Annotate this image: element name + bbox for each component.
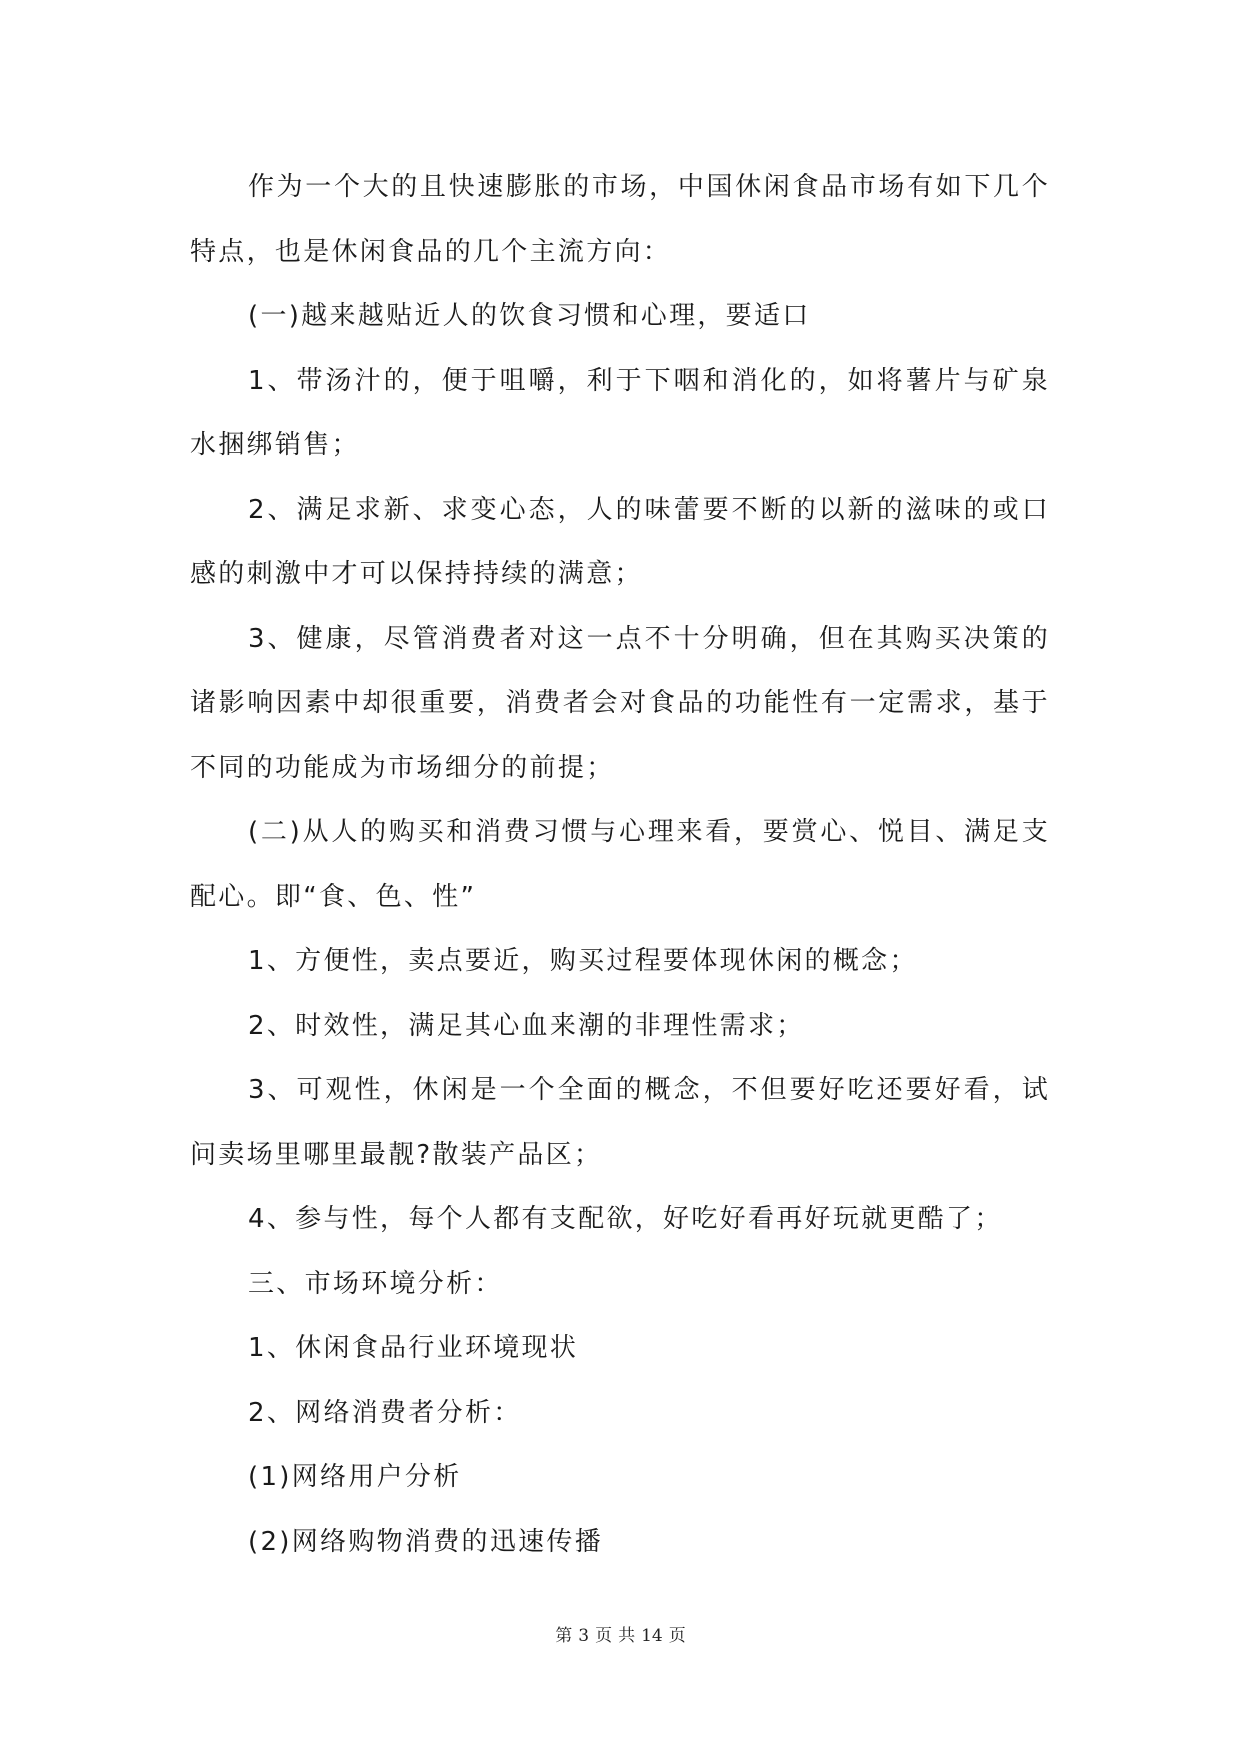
footer-total-word: 共 (618, 1626, 636, 1646)
page-footer (0, 1621, 1241, 1646)
list-item: 1、方便性，卖点要近，购买过程要体现休闲的概念； (248, 946, 918, 976)
list-item: 2、时效性，满足其心血来潮的非理性需求； (248, 1010, 805, 1041)
section-heading-3: 三、市场环境分析： (248, 1268, 503, 1299)
list-item: 2、满足求新、求变心态，人的味蕾要不断的以新的滋味的或口感的刺激中才可以保持持续的满意； (190, 494, 1050, 589)
list-item: 3、健康，尽管消费者对这一点不十分明确，但在其购买决策的诸影响因素中却很重要，消费者会对食品的功能性有一定需求，基于不同的功能成为市场细分的前提； (190, 623, 1050, 783)
footer-page-word: 页 (595, 1626, 613, 1646)
list-item: 1、休闲食品行业环境现状 (248, 1333, 579, 1363)
list-item: 4、参与性，每个人都有支配欲，好吃好看再好玩就更酷了； (248, 1204, 1003, 1234)
footer-prefix: 第 (555, 1626, 573, 1646)
footer-suffix: 页 (668, 1626, 686, 1646)
section-heading-2: (二)从人的购买和消费习惯与心理来看，要赏心、悦目、满足支配心。即“食、色、性” (190, 817, 1050, 912)
total-page-number: 14 (641, 1626, 663, 1646)
list-item: 3、可观性，休闲是一个全面的概念，不但要好吃还要好看，试问卖场里哪里最靓?散装产品区； (190, 1075, 1050, 1170)
page-body (190, 155, 1050, 1574)
current-page-number: 3 (578, 1626, 590, 1646)
list-item: 1、带汤汁的，便于咀嚼，利于下咽和消化的，如将薯片与矿泉水捆绑销售； (190, 365, 1050, 460)
paragraph-intro: 作为一个大的且快速膨胀的市场，中国休闲食品市场有如下几个特点，也是休闲食品的几个主流方向： (190, 172, 1050, 267)
sub-list-item: (1)网络用户分析 (248, 1462, 462, 1492)
list-item: 2、网络消费者分析： (248, 1397, 522, 1428)
section-heading-1: (一)越来越贴近人的饮食习惯和心理，要适口 (248, 301, 811, 331)
sub-list-item: (2)网络购物消费的迅速传播 (248, 1526, 604, 1557)
